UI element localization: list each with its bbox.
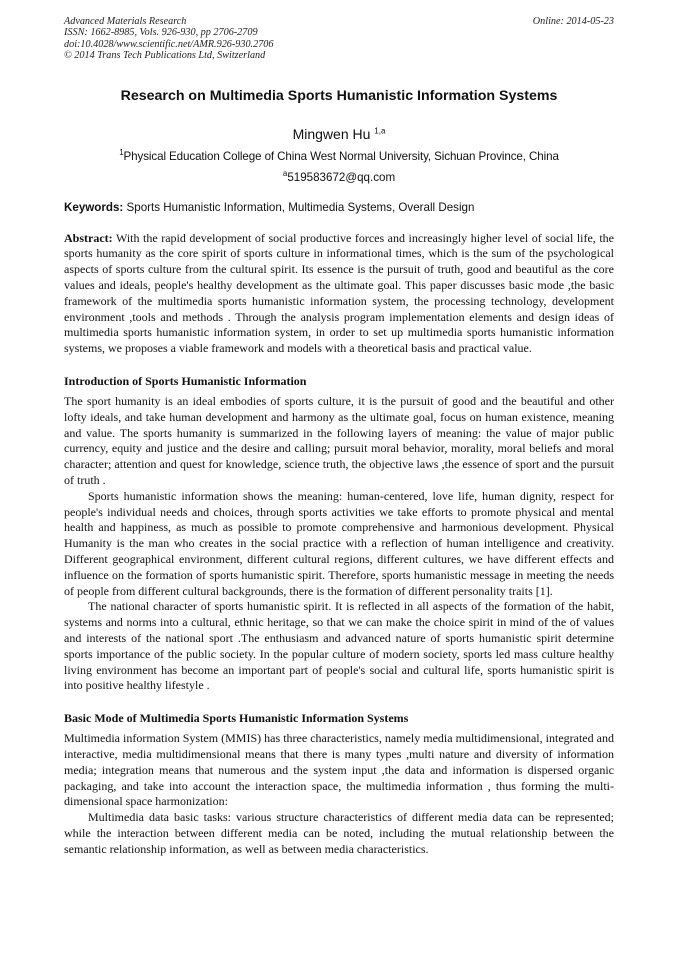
email-mark: a xyxy=(282,168,288,178)
abstract-label: Abstract: xyxy=(64,230,113,245)
issn-line: ISSN: 1662-8985, Vols. 926-930, pp 2706-2709 xyxy=(64,27,258,39)
journal-name: Advanced Materials Research xyxy=(64,16,187,27)
author-name: Mingwen Hu xyxy=(292,125,371,142)
abstract xyxy=(64,231,614,357)
section-heading: Introduction of Sports Humanistic Information xyxy=(64,374,307,388)
author-affiliation-mark: 1,a xyxy=(374,125,386,135)
abstract-text: With the rapid development of social productive forces and increasingly higher level of social life, the sports humanity as the core spirit of sports culture in informational times, which is the sum of the psychological aspects of sports culture from the cultural spirit. Its essence is the pursuit of truth, good and beautiful as the core values and ideals, people's healthy development as the ultimate goal. This paper discusses basic mode ,the basic framework of the multimedia sports humanistic information system, the processing technology, development environment ,tools and methods . Through the analysis program implementation elements and design ideas of multimedia sports humanistic information system, in order to set up multimedia sports humanistic information systems, we proposes a viable framework and models with a theoretical basis and practical value. xyxy=(64,230,614,356)
paragraph: The national character of sports humanistic spirit. It is reflected in all aspects of the formation of the habit, systems and norms into a cultural, ethnic heritage, so that we can make the choice spirit in mind of the of values and interests of the national sport .The enthusiasm and advanced nature of sports humanistic spirit determine sports importance of the public society. In the popular culture of modern society, sports led mass culture healthy living environment has become an important part of people's social and cultural life, sports humanistic spirit is into positive healthy lifestyle . xyxy=(64,599,614,693)
affiliation-line xyxy=(64,147,614,163)
paragraph: The sport humanity is an ideal embodies of sports culture, it is the pursuit of good and the beautiful and other lofty ideals, and take human development and harmony as the ultimate goal, focus on human existence, meaning and value. The sports humanity is summarized in the following layers of meaning: the value of major public currency, equity and justice and the desire and calling; pursuit moral behavior, morality, moral beliefs and moral character; attention and quest for knowledge, science truth, the objective laws ,the essence of sport and the pursuit of truth . xyxy=(64,394,614,487)
affiliation-mark: 1 xyxy=(119,147,124,157)
email-address: 519583672@qq.com xyxy=(287,170,396,184)
copyright-line: © 2014 Trans Tech Publications Ltd, Switzerland xyxy=(64,50,266,62)
author-line xyxy=(64,126,614,142)
keywords-text: Sports Humanistic Information, Multimedia Systems, Overall Design xyxy=(126,200,475,214)
keywords-line xyxy=(64,201,614,214)
paragraph: Sports humanistic information shows the meaning: human-centered, love life, human dignity, respect for people's individual needs and choices, through sports activities we take efforts to promote physical and mental health and happiness, as much as possible to promote comprehensive and harmonious development. Physical Humanity is the man who creates in the social practice with a reflection of human intelligence and creativity. Different geographical environment, different cultural regions, different cultures, we have different effects and influence on the formation of sports humanistic spirit. Therefore, sports humanistic message in meeting the needs of people from different cultural backgrounds, there is the formation of different personality traits [1]. xyxy=(64,488,614,598)
section-heading: Basic Mode of Multimedia Sports Humanistic Information Systems xyxy=(64,711,409,726)
paper-title: Research on Multimedia Sports Humanistic Information Systems xyxy=(120,87,558,104)
email-line xyxy=(64,168,614,184)
paragraph: Multimedia information System (MMIS) has three characteristics, namely media multidimensional, integrated and interactive, media multidimensional means that there is many types ,multi nature and diversity of information media; integration means that numerous and the system input ,the data and information is dispersed organic packaging, and take into account the interaction space, the multimedia information , thus forming the multi-dimensional space harmonization: xyxy=(64,731,614,809)
keywords-label: Keywords: xyxy=(64,200,124,214)
affiliation-text: Physical Education College of China West Normal University, Sichuan Province, China xyxy=(123,149,559,163)
journal-header xyxy=(64,16,614,62)
doi-line: doi:10.4028/www.scientific.net/AMR.926-930.2706 xyxy=(64,38,274,50)
paragraph: Multimedia data basic tasks: various structure characteristics of different media data can be represented; while the interaction between different media can be noted, including the mutual relationship between the semantic relationship information, as well as between media characteristics. xyxy=(64,810,614,856)
section-introduction xyxy=(64,374,614,694)
online-date: Online: 2014-05-23 xyxy=(532,16,614,27)
paper-page xyxy=(64,16,614,858)
section-basic-mode xyxy=(64,711,614,857)
